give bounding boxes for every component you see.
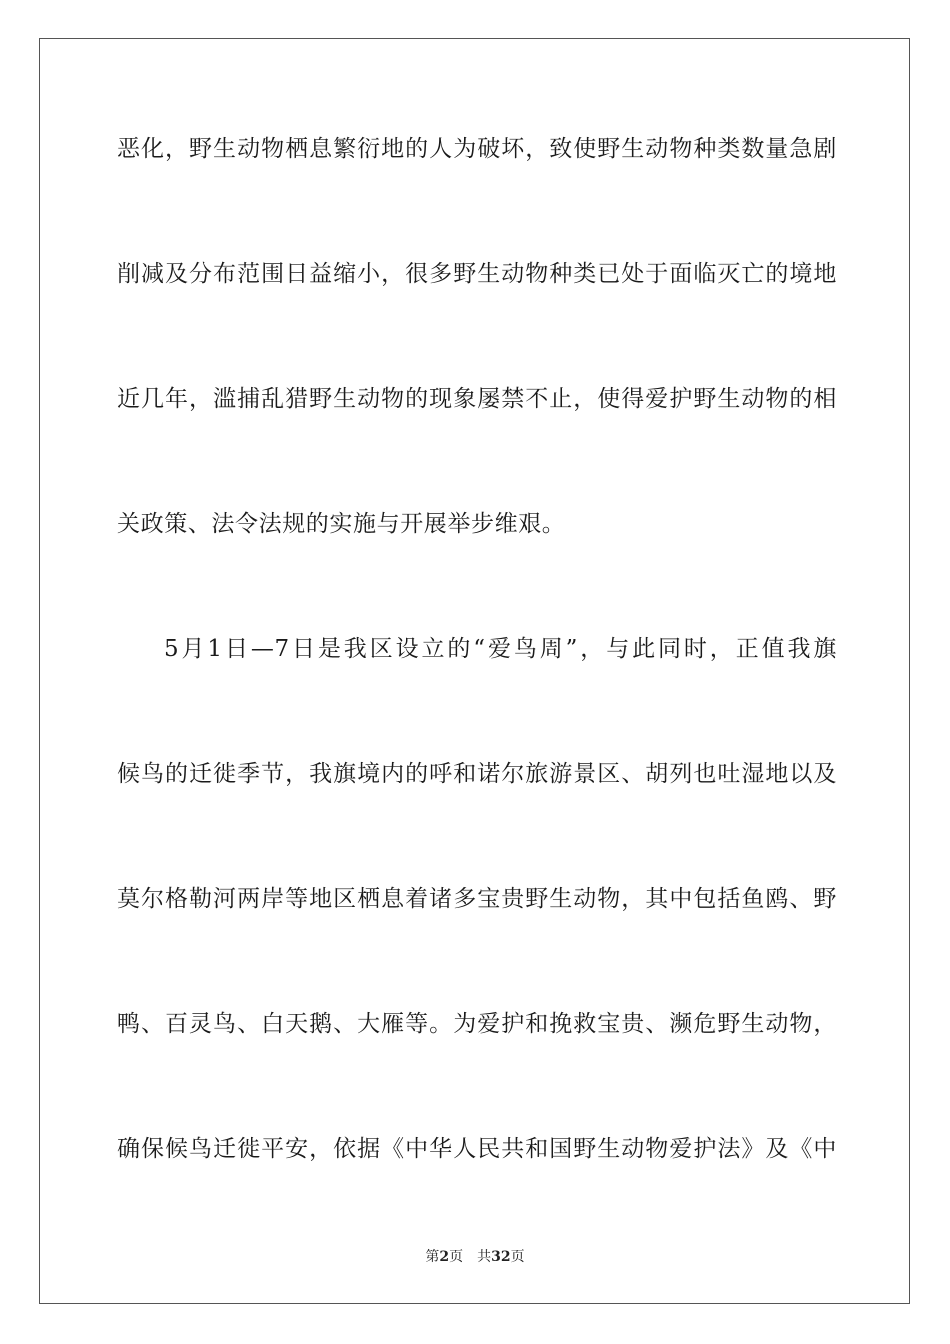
page-footer xyxy=(0,1248,950,1266)
paragraph-line-6: 候鸟的迁徙季节，我旗境内的呼和诺尔旅游景区、胡列也吐湿地以及 xyxy=(117,761,837,787)
paragraph-line-3: 近几年，滥捕乱猎野生动物的现象屡禁不止，使得爱护野生动物的相 xyxy=(117,386,837,412)
page-prefix: 第 xyxy=(425,1249,440,1265)
page-suffix: 页 xyxy=(449,1249,464,1265)
paragraph-line-5: 5月1日—7日是我区设立的“爱鸟周”，与此同时，正值我旗 xyxy=(164,636,837,662)
paragraph-line-1: 恶化，野生动物栖息繁衍地的人为破坏，致使野生动物种类数量急剧 xyxy=(117,136,837,162)
paragraph-line-7: 莫尔格勒河两岸等地区栖息着诸多宝贵野生动物，其中包括鱼鸥、野 xyxy=(117,886,837,912)
page-border xyxy=(39,38,910,1304)
page-number: 2 xyxy=(439,1249,450,1265)
paragraph-line-8: 鸭、百灵鸟、白天鹅、大雁等。为爱护和挽救宝贵、濒危野生动物， xyxy=(117,1011,837,1037)
total-suffix: 页 xyxy=(510,1249,525,1265)
paragraph-line-2: 削减及分布范围日益缩小，很多野生动物种类已处于面临灭亡的境地 xyxy=(117,261,837,287)
total-prefix: 共 xyxy=(477,1249,492,1265)
paragraph-line-4: 关政策、法令法规的实施与开展举步维艰。 xyxy=(117,511,566,537)
paragraph-line-9: 确保候鸟迁徙平安，依据《中华人民共和国野生动物爱护法》及《中 xyxy=(117,1136,837,1162)
total-pages: 32 xyxy=(491,1249,511,1265)
